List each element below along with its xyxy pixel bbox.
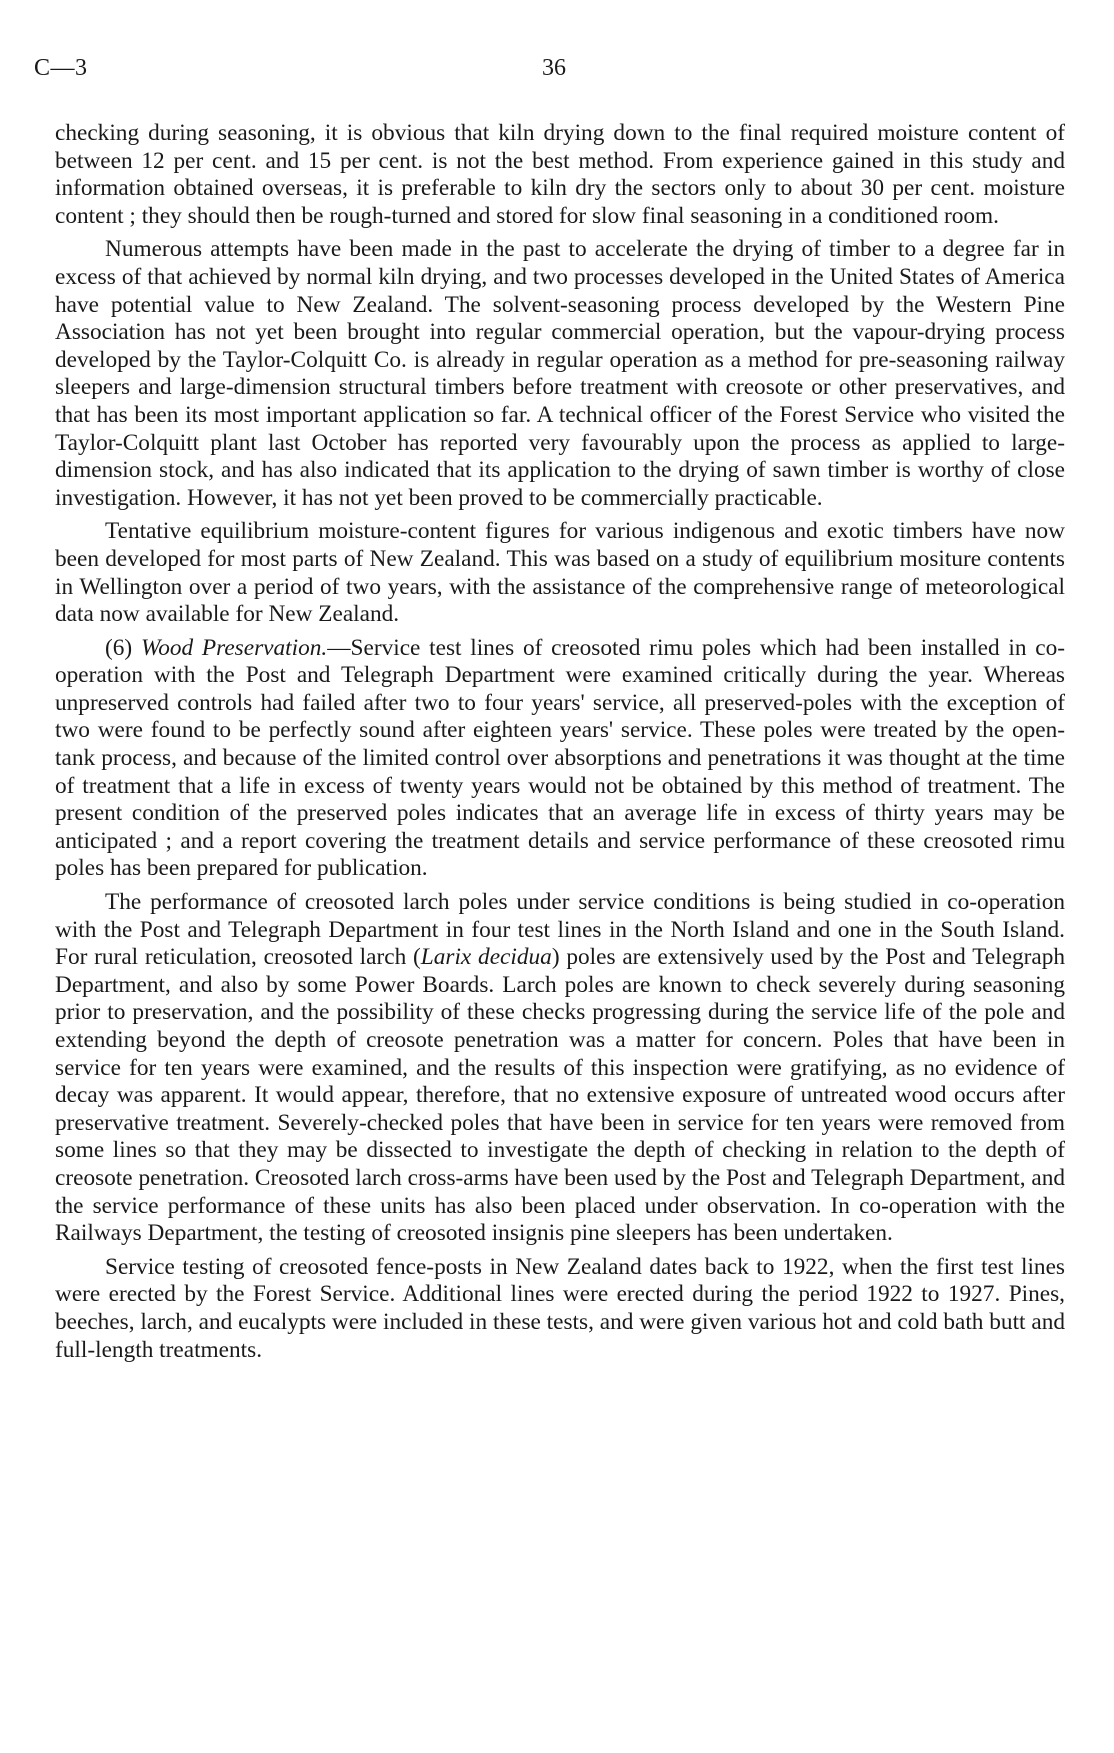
species-name: Larix decidua bbox=[420, 944, 552, 971]
paragraph-fence-posts: Service testing of creosoted fence-posts in New Zealand dates back to 1922, when the first test lines were erected by the Forest Service. Additional lines were erected during the period 1922 to 1927. Pines, beeches, larch, and eucalypts were included in these tests, and were given various hot and cold bath butt and full-length treatments. bbox=[55, 1253, 1065, 1363]
larch-text-after: ) poles are extensively used by the Post and Telegraph Department, and also by some Power Boards. Larch poles are known to check severely during seasoning prior to preservation, and the possibility of these checks progressing during the service life of the pole and extending beyond the depth of creosote penetration was a matter for concern. Poles that have been in service for ten years were examined, and the results of this inspection were gratifying, as no evidence of decay was apparent. It would appear, therefore, that no extensive exposure of untreated wood occurs after preservative treatment. Severely-checked poles that have been in service for ten years were removed from some lines so that they may be dissected to investigate the depth of checking in relation to the depth of creosote penetration. Creosoted larch cross-arms have been used by the Post and Telegraph Department, and the service performance of these units has also been placed under observation. In co-operation with the Railways Department, the testing of creosoted insignis pine sleepers has been undertaken. bbox=[55, 944, 1065, 1247]
page-number: 36 bbox=[542, 55, 566, 81]
paragraph-accelerated-drying: Numerous attempts have been made in the past to accelerate the drying of timber to a degree far in excess of that achieved by normal kiln drying, and two processes developed in the United States of America have potential value to New Zealand. The solvent-seasoning process developed by the Western Pine Association has not yet been brought into regular commercial operation, but the vapour-drying process developed by the Taylor-Colquitt Co. is already in regular operation as a method for pre-seasoning railway sleepers and large-dimension structural timbers before treatment with creosote or other preservatives, and that has been its most important application so far. A technical officer of the Forest Service who visited the Taylor-Colquitt plant last October has reported very favourably upon the process as applied to large-dimension stock, and has also indicated that its application to the drying of sawn timber is worthy of close investigation. However, it has not yet been proved to be commercially practicable. bbox=[55, 236, 1065, 511]
paragraph-equilibrium-moisture: Tentative equilibrium moisture-content figures for various indigenous and exotic timbers have now been developed for most parts of New Zealand. This was based on a study of equilibrium mositure contents in Wellington over a period of two years, with the assistance of the comprehensive range of meteorological data now available for New Zealand. bbox=[55, 518, 1065, 628]
larch-text-before: The performance of creosoted larch poles under service conditions is being studied in co-operation with the Post and Telegraph Department in four test lines in the North Island and one in the South Island. For rural reticulation, creosoted larch ( bbox=[55, 889, 1065, 971]
section-text: —Service test lines of creosoted rimu poles which had been installed in co-operation with the Post and Telegraph Department were examined critically during the year. Whereas unpreserved controls had failed after two to four years' service, all preserved-poles with the exception of two were found to be perfectly sound after eighteen years' service. These poles were treated by the open-tank process, and because of the limited control over absorptions and penetrations it was thought at the time of treatment that a life in excess of twenty years would not be obtained by this method of treatment. The present condition of the preserved poles indicates that an average life in excess of thirty years may be anticipated ; and a report covering the treatment details and service performance of these creosoted rimu poles has been prepared for publication. bbox=[55, 634, 1066, 882]
section-number: (6) bbox=[105, 634, 133, 661]
document-code: C—3 bbox=[34, 55, 88, 81]
section-heading: Wood Preservation. bbox=[140, 634, 328, 661]
page-header bbox=[34, 55, 1074, 89]
paragraph-continued: checking during seasoning, it is obvious that kiln drying down to the final required moisture content of between 12 per cent. and 15 per cent. is not the best method. From experience gained in this study and information obtained overseas, it is preferable to kiln dry the sectors only to about 30 per cent. moisture content ; they should then be rough-turned and stored for slow final seasoning in a conditioned room. bbox=[55, 120, 1065, 229]
body-text bbox=[55, 120, 1065, 1370]
paragraph-wood-preservation bbox=[55, 635, 1065, 883]
paragraph-larch-poles bbox=[55, 889, 1065, 1248]
